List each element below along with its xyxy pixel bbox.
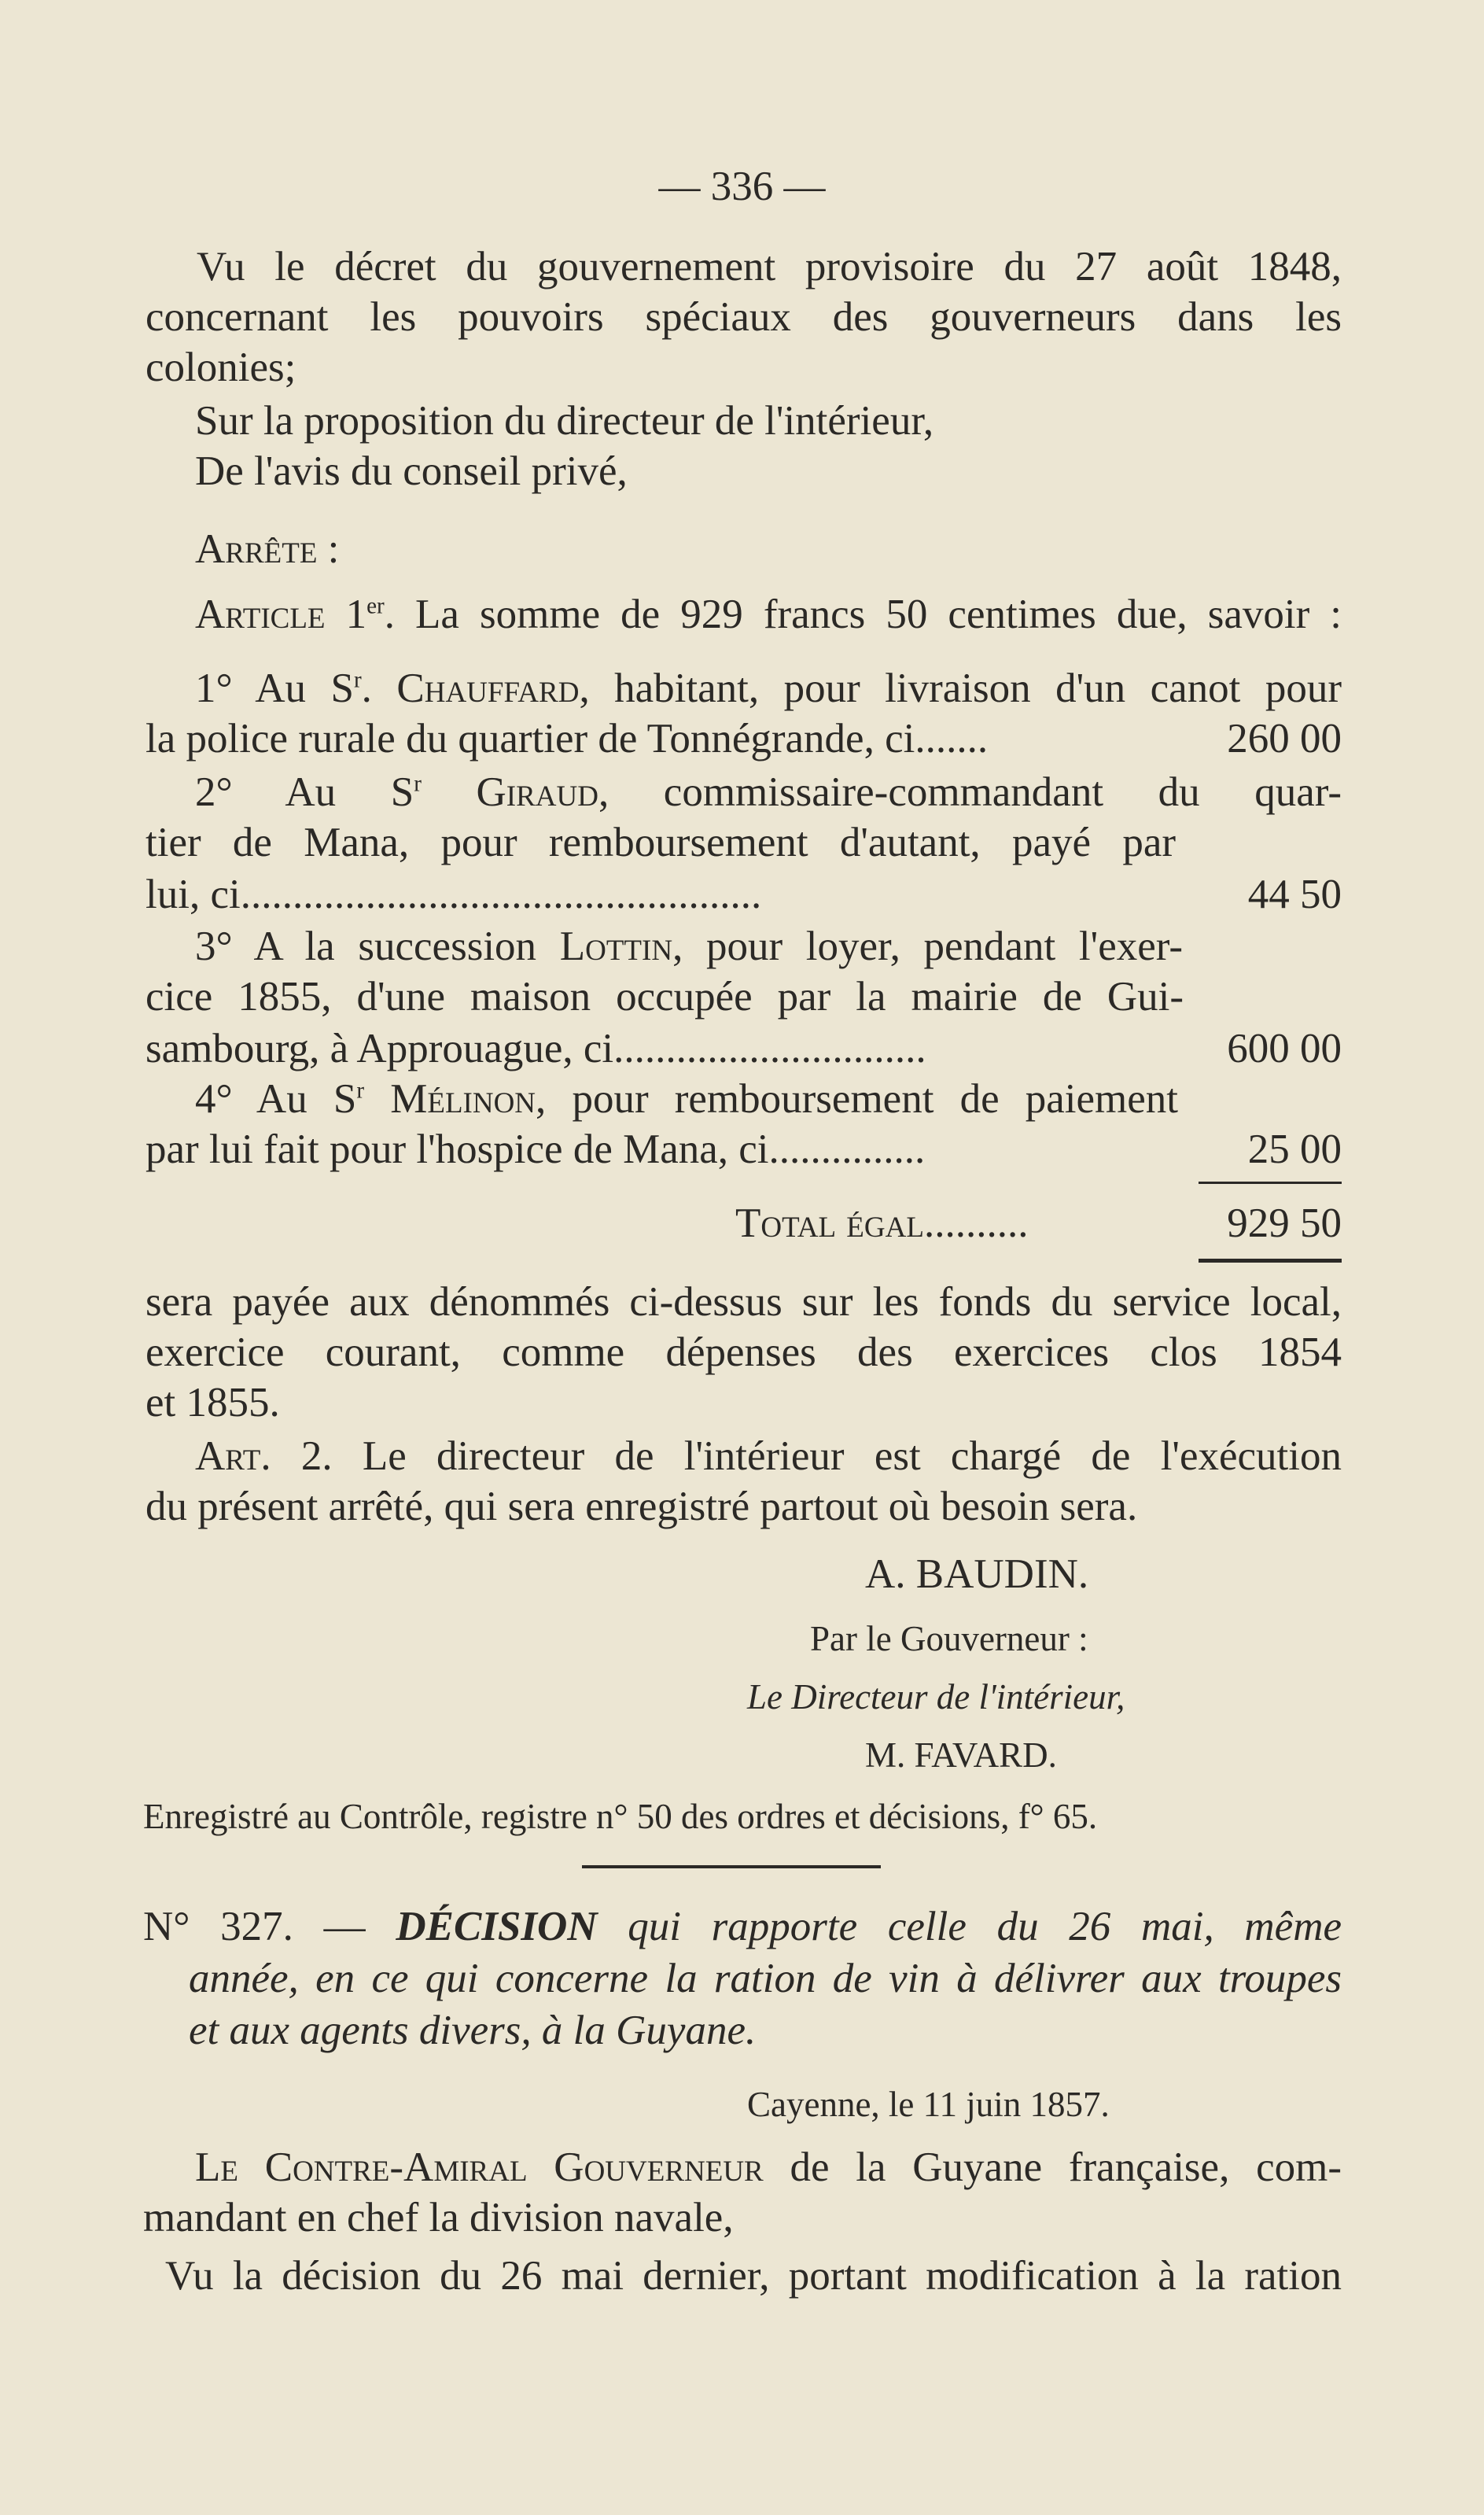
item-2-line: 2° Au $S^r$ Giraud, commissaire-commandant du quar- xyxy=(195,769,1342,815)
item-3-line: cice 1855, d'une maison occupée par la mairie de Gui- xyxy=(145,974,1184,1020)
amount: 260 00 xyxy=(1227,716,1342,762)
article-1-continuation: et 1855. xyxy=(145,1380,280,1425)
decision-kind: DÉCISION xyxy=(396,1904,598,1949)
decision-paragraph: Le Contre-Amiral Gouverneur de la Guyane française, com- xyxy=(195,2144,1342,2190)
total-row: Total égal.......... 929 50 xyxy=(735,1197,1342,1249)
sum-rule xyxy=(1199,1182,1342,1184)
amount: 600 00 xyxy=(1227,1026,1342,1071)
item-4-line: 4° Au $S^r$ Mélinon, pour remboursement de paiement xyxy=(195,1076,1178,1122)
section-divider xyxy=(582,1865,881,1868)
registration-note: Enregistré au Contrôle, registre n° 50 des ordres et décisions, f° 65. xyxy=(143,1797,1098,1836)
amount: 44 50 xyxy=(1247,872,1342,917)
item-3-line: 3° A la succession Lottin, pour loyer, pendant l'exer- xyxy=(195,924,1183,969)
article-1-line: Article 1er. La somme de 929 francs 50 centimes due, savoir : xyxy=(195,592,1342,637)
preamble-line: concernant les pouvoirs spéciaux des gouverneurs dans les xyxy=(145,294,1342,340)
item-1-amount-row: la police rurale du quartier de Tonnégrande, ci....... 260 00 xyxy=(145,713,1342,765)
article-1-continuation: sera payée aux dénommés ci-dessus sur les fonds du service local, xyxy=(145,1279,1342,1325)
par-le-gouverneur: Par le Gouverneur : xyxy=(810,1619,1088,1658)
decision-paragraph: mandant en chef la division navale, xyxy=(143,2195,734,2240)
item-2-amount-row: lui, ci.................................................. 44 50 xyxy=(145,868,1342,920)
article-2-line: du présent arrêté, qui sera enregistré partout où besoin sera. xyxy=(145,1484,1138,1529)
preamble-line: colonies; xyxy=(145,345,296,390)
signature-baudin: A. BAUDIN. xyxy=(865,1551,1089,1597)
decision-paragraph: Vu la décision du 26 mai dernier, portant modification à la ration xyxy=(165,2253,1342,2299)
item-2-line: tier de Mana, pour remboursement d'autant, payé par xyxy=(145,820,1176,865)
article-2-label: Art. 2. xyxy=(195,1433,333,1479)
decision-heading: et aux agents divers, à la Guyane. xyxy=(189,2008,757,2053)
article-2-line: Art. 2. Le directeur de l'intérieur est chargé de l'exécution xyxy=(195,1433,1342,1479)
amount: 25 00 xyxy=(1247,1127,1342,1172)
sur-proposition: Sur la proposition du directeur de l'intérieur, xyxy=(195,398,934,444)
item-4-amount-row: par lui fait pour l'hospice de Mana, ci............... 25 00 xyxy=(145,1123,1342,1175)
total-amount: 929 50 xyxy=(1227,1200,1342,1246)
avis-conseil: De l'avis du conseil privé, xyxy=(195,448,628,494)
decision-heading: N° 327. — DÉCISION qui rapporte celle du 26 mai, même xyxy=(143,1904,1342,1949)
directeur-interieur: Le Directeur de l'intérieur, xyxy=(747,1677,1125,1717)
preamble-line: Vu le décret du gouvernement provisoire du 27 août 1848, xyxy=(197,244,1342,289)
item-1-line: 1° Au $S^r$. Chauffard, habitant, pour livraison d'un canot pour xyxy=(195,666,1342,711)
article-1-continuation: exercice courant, comme dépenses des exercices clos 1854 xyxy=(145,1329,1342,1375)
page-number: — 336 — xyxy=(658,164,826,209)
total-double-rule xyxy=(1199,1259,1342,1263)
article-1-label: Article 1 xyxy=(195,592,367,637)
arrete-heading: Arrête : xyxy=(195,526,340,572)
item-3-amount-row: sambourg, à Approuague, ci.............................. 600 00 xyxy=(145,1023,1342,1075)
total-label: Total égal xyxy=(735,1200,924,1246)
signature-favard: M. FAVARD. xyxy=(865,1735,1057,1775)
place-date: Cayenne, le 11 juin 1857. xyxy=(747,2085,1110,2124)
decision-heading: année, en ce qui concerne la ration de vin à délivrer aux troupes xyxy=(189,1956,1342,2001)
